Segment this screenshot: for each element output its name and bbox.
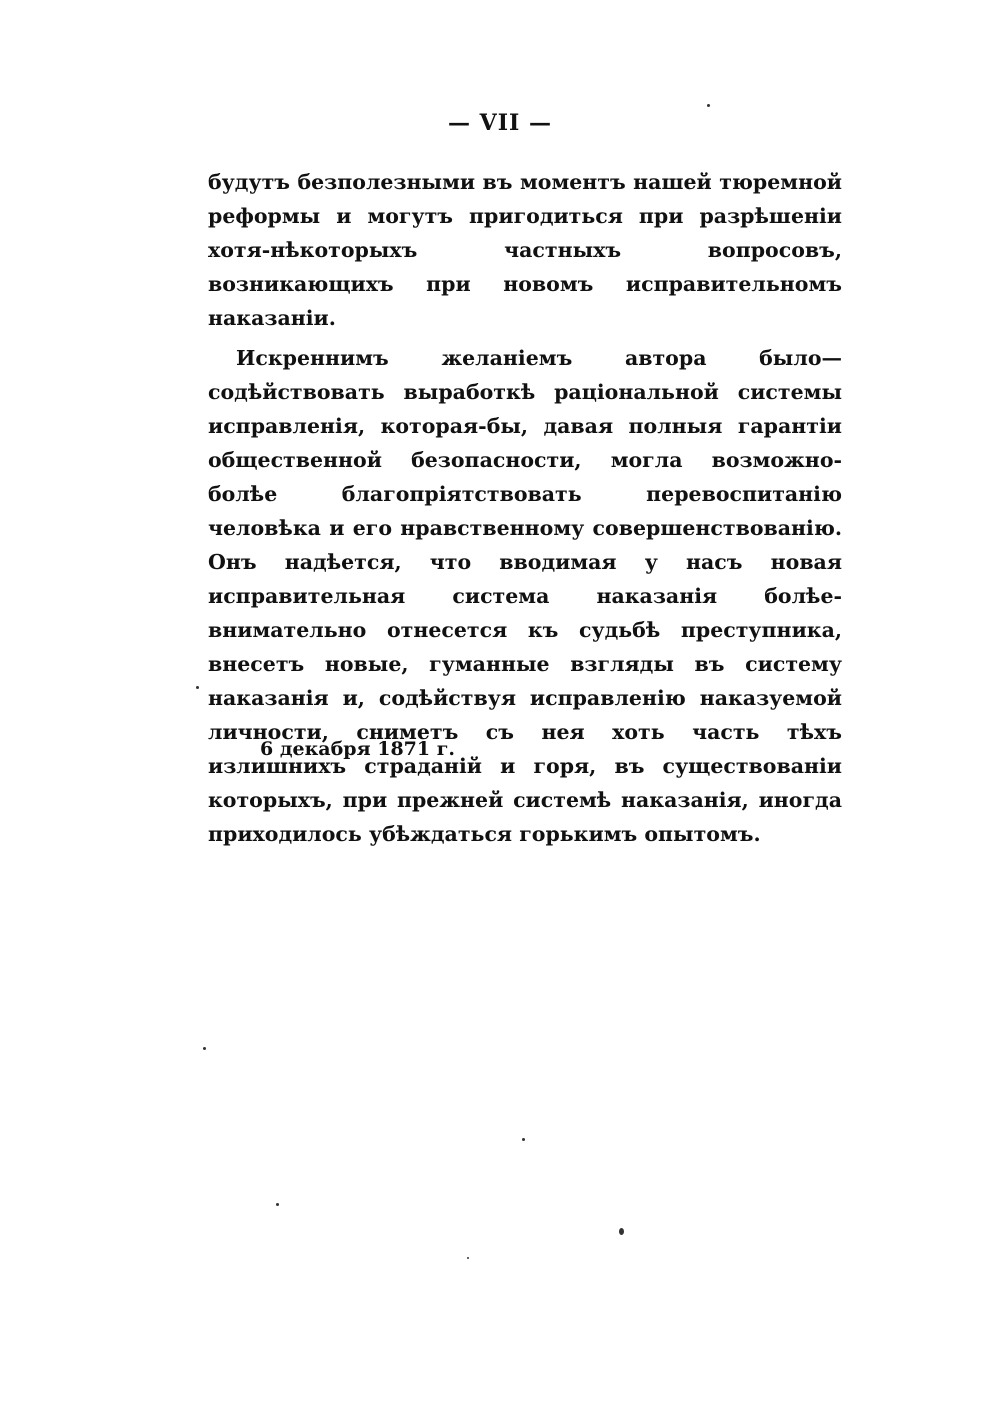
scan-speck	[467, 1257, 469, 1259]
scan-speck	[619, 1228, 624, 1235]
scan-speck	[203, 1047, 206, 1050]
paragraph-continuation: будутъ безполезными въ моментъ нашей тюремной реформы и могутъ пригодиться при разрѣшеніи хотя-нѣкоторыхъ частныхъ вопросовъ, возникающихъ при новомъ исправительномъ наказаніи.	[208, 170, 842, 330]
paragraph-author-intent: Искреннимъ желаніемъ автора было—содѣйствовать выработкѣ раціональной системы исправленія, которая-бы, давая полныя гарантіи общественной безопасности, могла возможно-болѣе благопріятствовать перевоспитанію человѣка и его нравственному совершенствованію. Онъ надѣется, что вводимая у насъ новая исправительная система наказанія болѣе-внимательно отнесется къ судьбѣ преступника, внесетъ новые, гуманные взгляды въ систему наказанія и, содѣйствуя исправленію наказуемой личности, сниметъ съ нея хоть часть тѣхъ излишнихъ страданій и горя, въ существованіи которыхъ, при прежней системѣ наказанія, иногда приходилось убѣждаться горькимъ опытомъ.	[208, 346, 842, 846]
preface-date: 6 декабря 1871 г.	[260, 738, 455, 760]
scan-speck	[196, 686, 199, 689]
scan-speck	[276, 1203, 279, 1206]
page-number: — VII —	[448, 110, 552, 136]
scan-speck	[707, 104, 710, 107]
scan-speck	[522, 1138, 525, 1141]
